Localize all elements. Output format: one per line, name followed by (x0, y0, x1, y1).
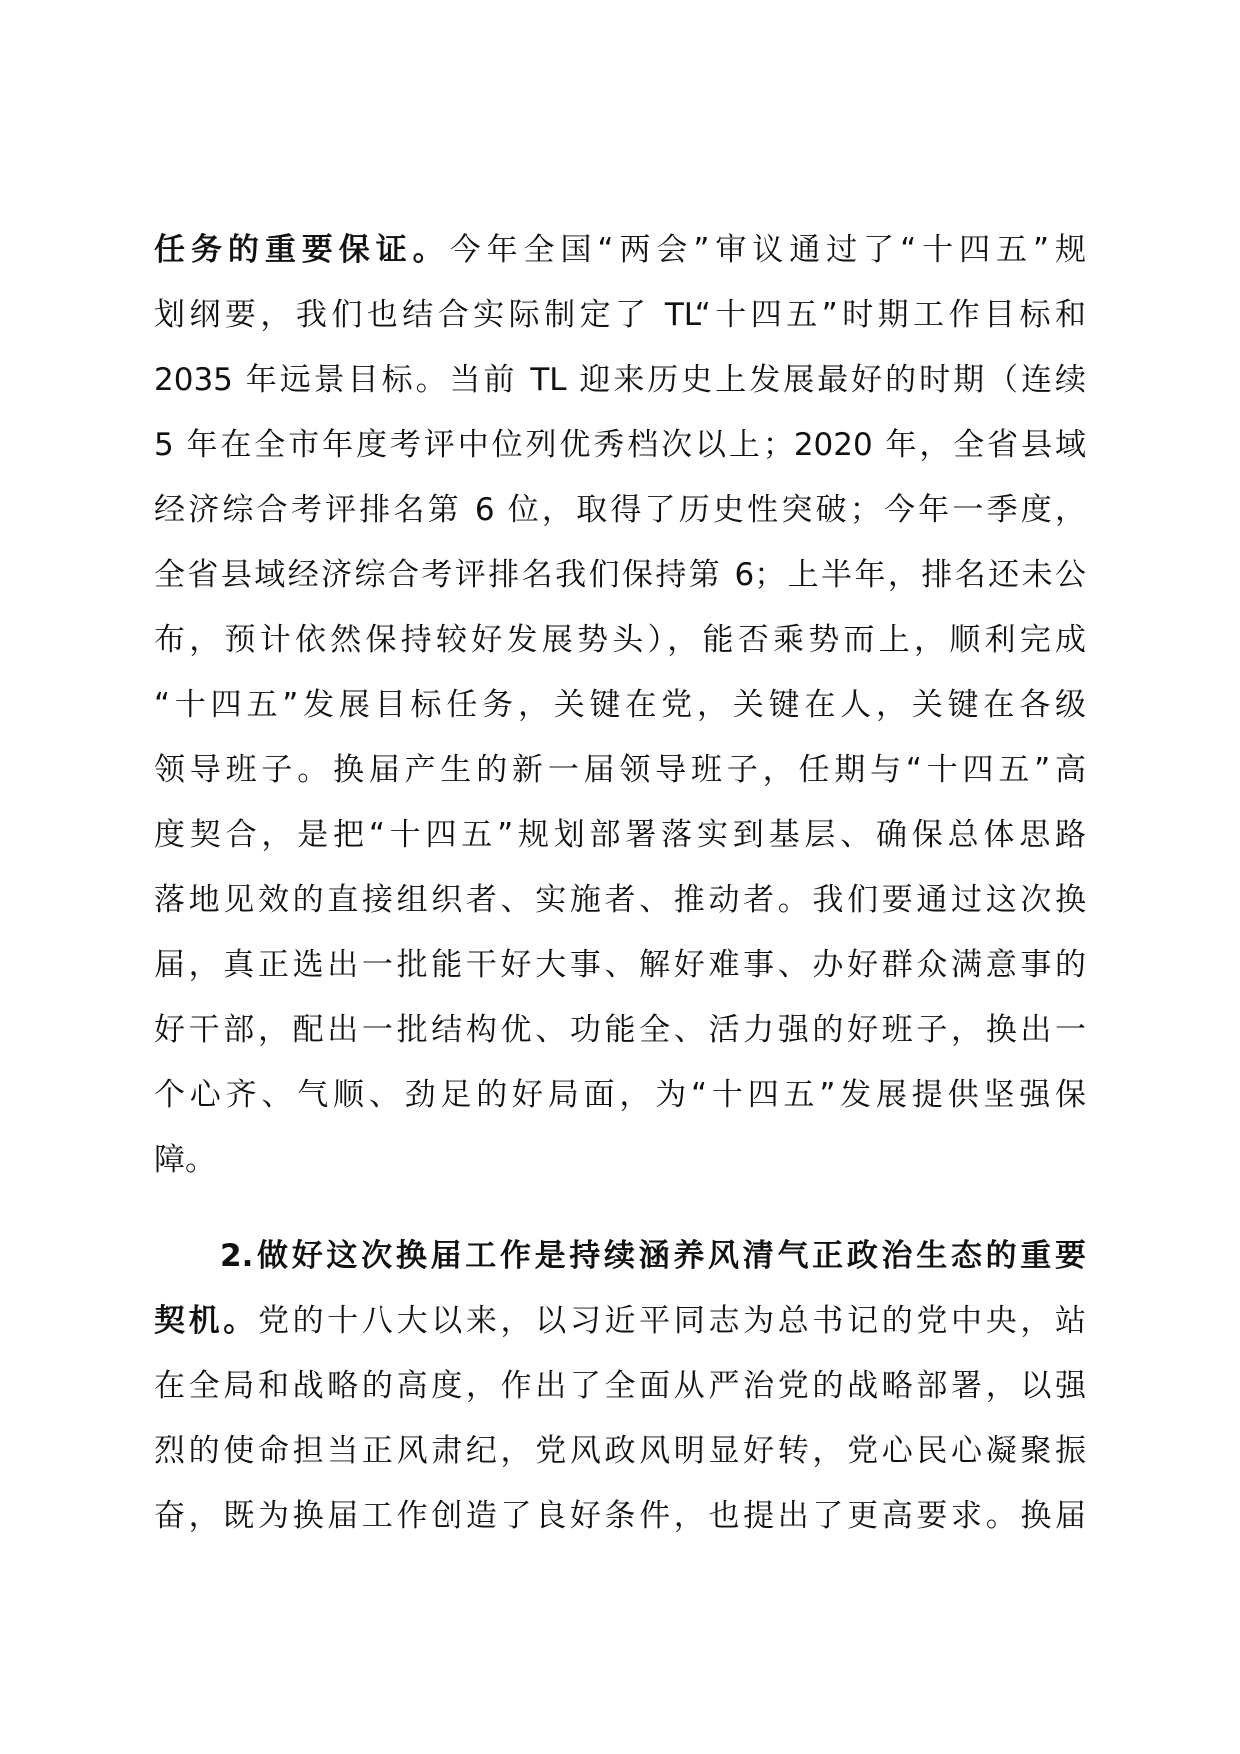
paragraph-1-line: 度契合，是把“十四五”规划部署落实到基层、确保总体思路 (154, 817, 1086, 853)
document-page (154, 218, 1086, 1549)
paragraph-2-line: 奋，既为换届工作创造了良好条件，也提出了更高要求。换届 (154, 1498, 1086, 1534)
paragraph-2-line: 在全局和战略的高度，作出了全面从严治党的战略部署，以强 (154, 1368, 1086, 1404)
paragraph-gap (154, 1193, 1086, 1224)
paragraph-1-line: 落地见效的直接组织者、实施者、推动者。我们要通过这次换 (154, 882, 1086, 918)
paragraph-1-line-1-text: 今年全国“两会”审议通过了“十四五”规 (449, 232, 1086, 268)
paragraph-2-heading-line-1 (154, 1224, 1086, 1289)
paragraph-2-line: 烈的使命担当正风肃纪，党风政风明显好转，党心民心凝聚振 (154, 1433, 1086, 1469)
paragraph-1-line: 全省县域经济综合考评排名我们保持第 6；上半年，排名还未公 (154, 557, 1086, 593)
paragraph-1-line: “十四五”发展目标任务，关键在党，关键在人，关键在各级 (154, 687, 1086, 723)
paragraph-1-last-line: 障。 (154, 1142, 216, 1178)
paragraph-1-line: 领导班子。换届产生的新一届领导班子，任期与“十四五”高 (154, 752, 1086, 788)
paragraph-1-line: 经济综合考评排名第 6 位，取得了历史性突破；今年一季度， (154, 492, 1086, 528)
paragraph-1-line: 5 年在全市年度考评中位列优秀档次以上；2020 年，全省县域 (154, 427, 1086, 463)
paragraph-1-line: 2035 年远景目标。当前 TL 迎来历史上发展最好的时期（连续 (154, 362, 1086, 398)
paragraph-1-line: 划纲要，我们也结合实际制定了 TL“十四五”时期工作目标和 (154, 297, 1086, 333)
paragraph-1-line-1 (154, 218, 1086, 283)
paragraph-1-bold-lead: 任务的重要保证。 (154, 232, 450, 268)
paragraph-2-line-2 (154, 1289, 1086, 1354)
paragraph-1-line: 布，预计依然保持较好发展势头），能否乘势而上，顺利完成 (154, 622, 1086, 658)
paragraph-2-heading-end: 契机。 (154, 1303, 258, 1339)
paragraph-2-heading: 2.做好这次换届工作是持续涵养风清气正政治生态的重要 (220, 1238, 1086, 1274)
paragraph-1-line: 届，真正选出一批能干好大事、解好难事、办好群众满意事的 (154, 947, 1086, 983)
paragraph-1-line: 个心齐、气顺、劲足的好局面，为“十四五”发展提供坚强保 (154, 1077, 1086, 1113)
paragraph-1-line: 好干部，配出一批结构优、功能全、活力强的好班子，换出一 (154, 1012, 1086, 1048)
paragraph-2-line-2-text: 党的十八大以来，以习近平同志为总书记的党中央，站 (257, 1303, 1087, 1339)
